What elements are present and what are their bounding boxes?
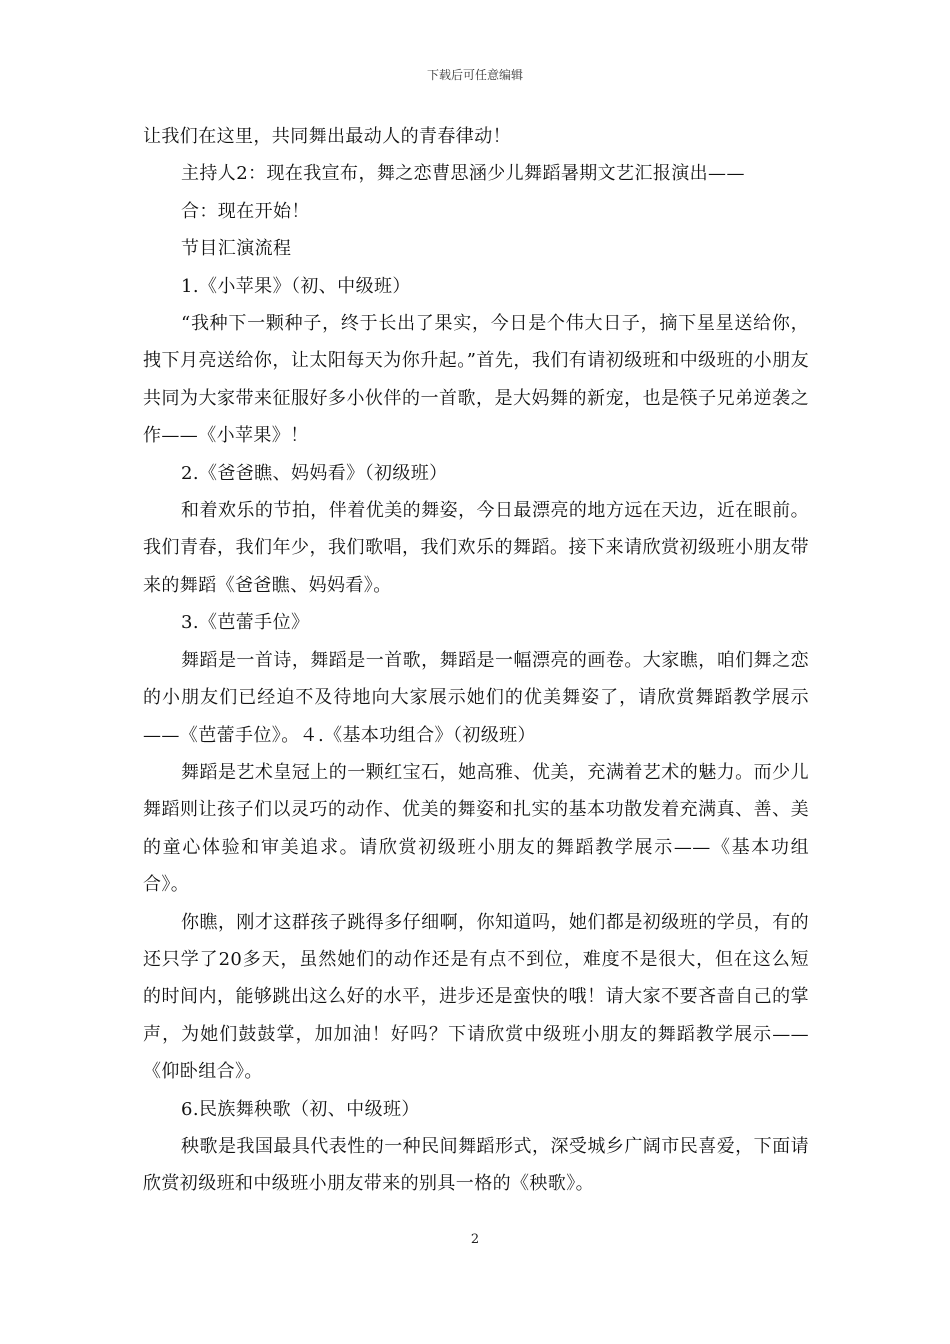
paragraph: 舞蹈是艺术皇冠上的一颗红宝石，她高雅、优美，充满着艺术的魅力。而少儿舞蹈则让孩子们以灵巧的动作、优美的舞姿和扎实的基本功散发着充满真、善、美的童心体验和审美追求。请欣赏初级班小朋友的舞蹈教学展示——《基本功组合》。: [143, 761, 809, 896]
section-heading: 节目汇演流程: [181, 238, 292, 260]
paragraph: 主持人2：现在我宣布，舞之恋曹思涵少儿舞蹈暑期文艺汇报演出——: [181, 163, 745, 185]
program-item-title: 1.《小苹果》（初、中级班）: [181, 275, 411, 297]
paragraph: 让我们在这里，共同舞出最动人的青春律动！: [143, 126, 511, 147]
program-item-title: 6.民族舞秧歌（初、中级班）: [181, 1098, 420, 1120]
page-header: 下载后可任意编辑: [426, 68, 523, 82]
program-item-title: 2.《爸爸瞧、妈妈看》（初级班）: [181, 462, 448, 484]
paragraph: 合：现在开始！: [181, 200, 310, 222]
paragraph: “我种下一颗种子，终于长出了果实，今日是个伟大日子，摘下星星送给你，拽下月亮送给你，让太阳每天为你升起。”首先，我们有请初级班和中级班的小朋友共同为大家带来征服好多小伙伴的一首歌，是大妈舞的新宠，也是筷子兄弟逆袭之作——《小苹果》！: [143, 313, 809, 447]
program-item-title: 3.《芭蕾手位》: [181, 612, 310, 634]
page-number: 2: [470, 1232, 480, 1247]
paragraph: 和着欢乐的节拍，伴着优美的舞姿，今日最漂亮的地方远在天边，近在眼前。我们青春，我们年少，我们歌唱，我们欢乐的舞蹈。接下来请欣赏初级班小朋友带来的舞蹈《爸爸瞧、妈妈看》。: [143, 500, 809, 596]
paragraph: 秧歌是我国最具代表性的一种民间舞蹈形式，深受城乡广阔市民喜爱，下面请欣赏初级班和中级班小朋友带来的别具一格的《秧歌》。: [143, 1135, 809, 1195]
paragraph: 你瞧，刚才这群孩子跳得多仔细啊，你知道吗，她们都是初级班的学员，有的还只学了20多天，虽然她们的动作还是有点不到位，难度不是很大，但在这么短的时间内，能够跳出这么好的水平，进步还是蛮快的哦！请大家不要吝啬自己的掌声，为她们鼓鼓掌，加加油！好吗？下请欣赏中级班小朋友的舞蹈教学展示——《仰卧组合》。: [143, 911, 809, 1083]
document-body: [143, 118, 809, 1203]
paragraph: 舞蹈是一首诗，舞蹈是一首歌，舞蹈是一幅漂亮的画卷。大家瞧，咱们舞之恋的小朋友们已经迫不及待地向大家展示她们的优美舞姿了，请欣赏舞蹈教学展示——《芭蕾手位》。４.《基本功组合》（初级班）: [143, 649, 809, 746]
